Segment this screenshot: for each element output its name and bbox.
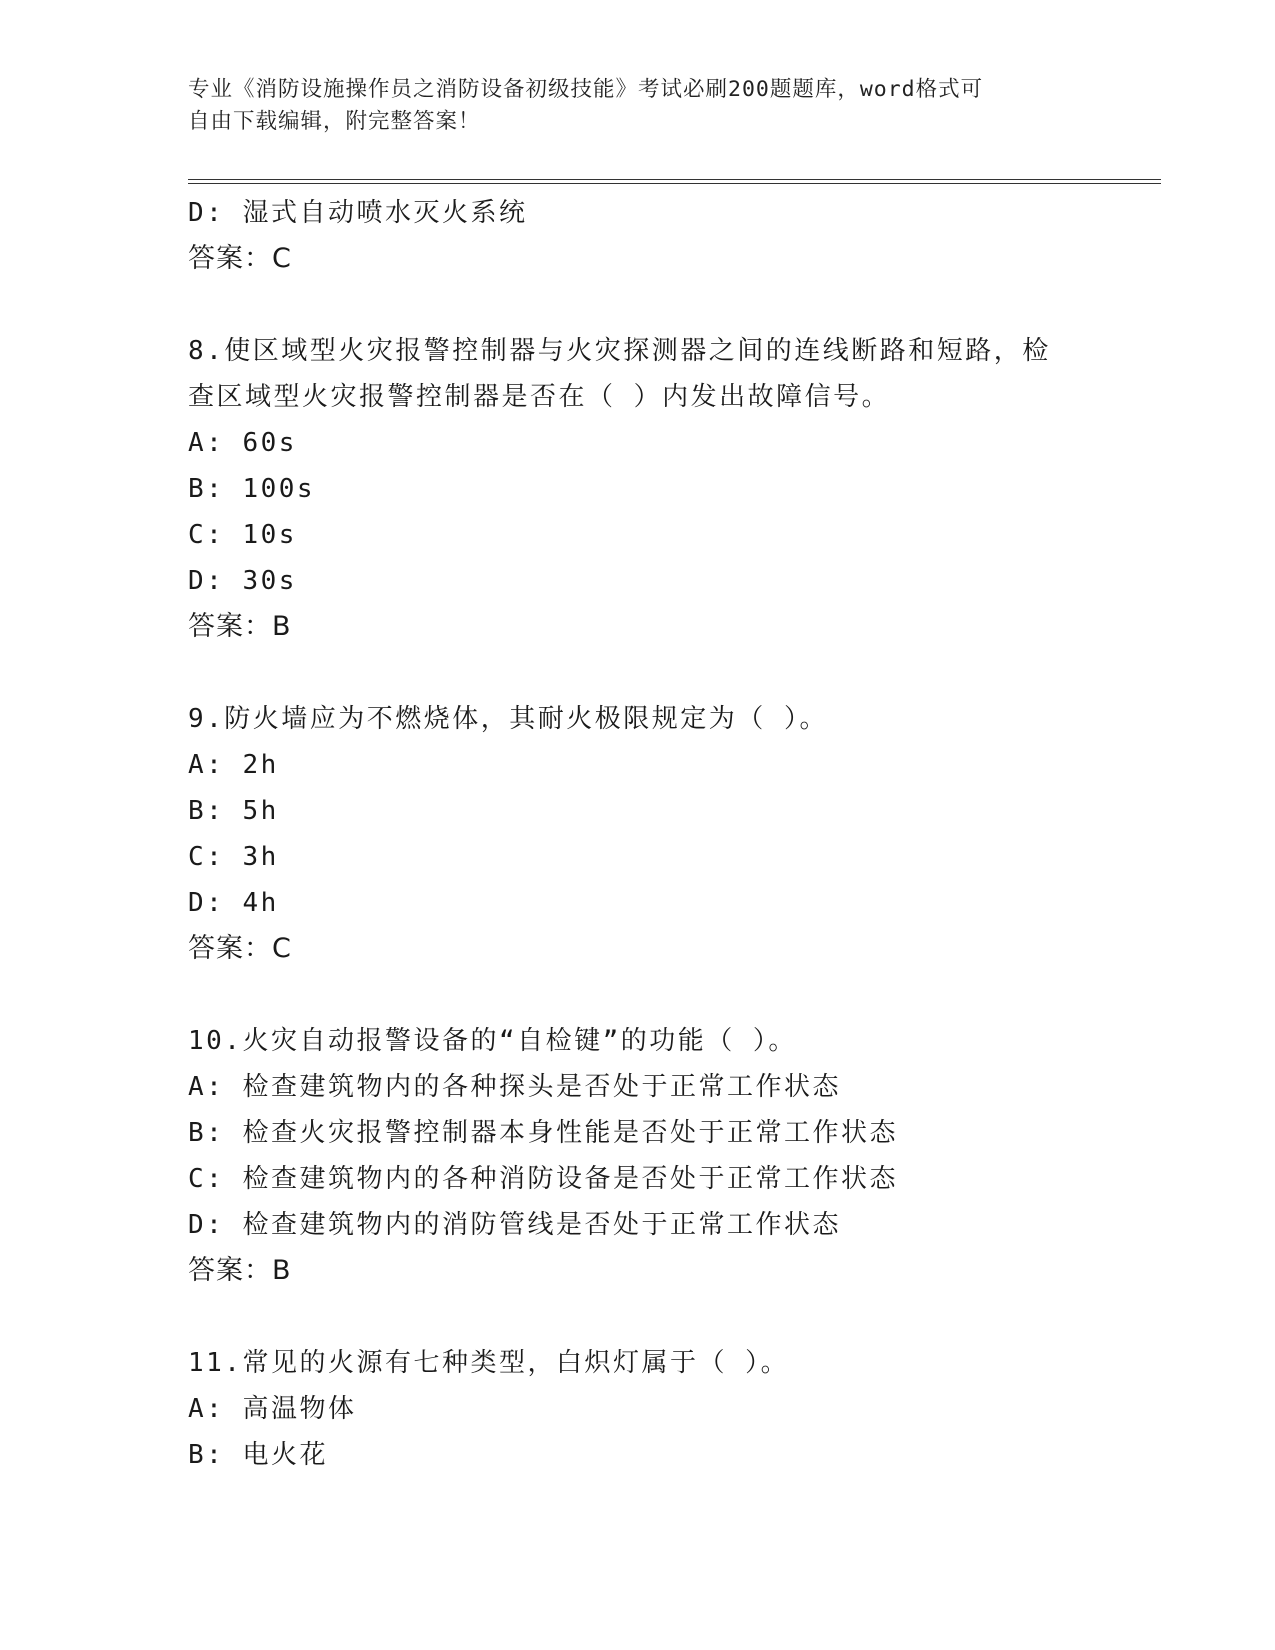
document-header <box>188 74 1088 138</box>
option-d: D: 4h <box>188 888 279 918</box>
option-c: C: 检查建筑物内的各种消防设备是否处于正常工作状态 <box>188 1164 898 1194</box>
spacer <box>188 650 1148 696</box>
option-d: D: 湿式自动喷水灭火系统 <box>188 198 528 228</box>
question-item-10 <box>188 1018 1148 1294</box>
answer-line: 答案：C <box>188 243 292 274</box>
option-c: C: 10s <box>188 520 297 550</box>
header-title-line-2: 自由下载编辑，附完整答案！ <box>188 109 481 134</box>
question-item-11 <box>188 1340 1148 1478</box>
option-b: B: 检查火灾报警控制器本身性能是否处于正常工作状态 <box>188 1118 898 1148</box>
question-list <box>188 190 1148 1478</box>
question-stem: 8.使区域型火灾报警控制器与火灾探测器之间的连线断路和短路，检 <box>188 336 1051 366</box>
question-item-9 <box>188 696 1148 972</box>
spacer <box>188 1294 1148 1340</box>
answer-line: 答案：C <box>188 933 292 964</box>
spacer <box>188 972 1148 1018</box>
answer-line: 答案：B <box>188 1255 292 1286</box>
option-d: D: 检查建筑物内的消防管线是否处于正常工作状态 <box>188 1210 841 1240</box>
option-b: B: 100s <box>188 474 316 504</box>
question-stem: 9.防火墙应为不燃烧体，其耐火极限规定为（ ）。 <box>188 704 828 734</box>
option-b: B: 5h <box>188 796 279 826</box>
option-a: A: 60s <box>188 428 297 458</box>
option-a: A: 2h <box>188 750 279 780</box>
question-item-8 <box>188 328 1148 650</box>
header-title-line-1: 专业《消防设施操作员之消防设备初级技能》考试必刷200题题库，word格式可 <box>188 77 984 102</box>
header-divider <box>188 179 1161 184</box>
question-stem: 10.火灾自动报警设备的“自检键”的功能（ ）。 <box>188 1026 797 1056</box>
answer-line: 答案：B <box>188 611 292 642</box>
option-d: D: 30s <box>188 566 297 596</box>
option-b: B: 电火花 <box>188 1440 328 1470</box>
question-stem-continued: 查区域型火灾报警控制器是否在（ ）内发出故障信号。 <box>188 382 891 412</box>
spacer <box>188 282 1148 328</box>
option-a: A: 高温物体 <box>188 1394 357 1424</box>
option-c: C: 3h <box>188 842 279 872</box>
question-stem: 11.常见的火源有七种类型，白炽灯属于（ ）。 <box>188 1348 790 1378</box>
option-a: A: 检查建筑物内的各种探头是否处于正常工作状态 <box>188 1072 841 1102</box>
